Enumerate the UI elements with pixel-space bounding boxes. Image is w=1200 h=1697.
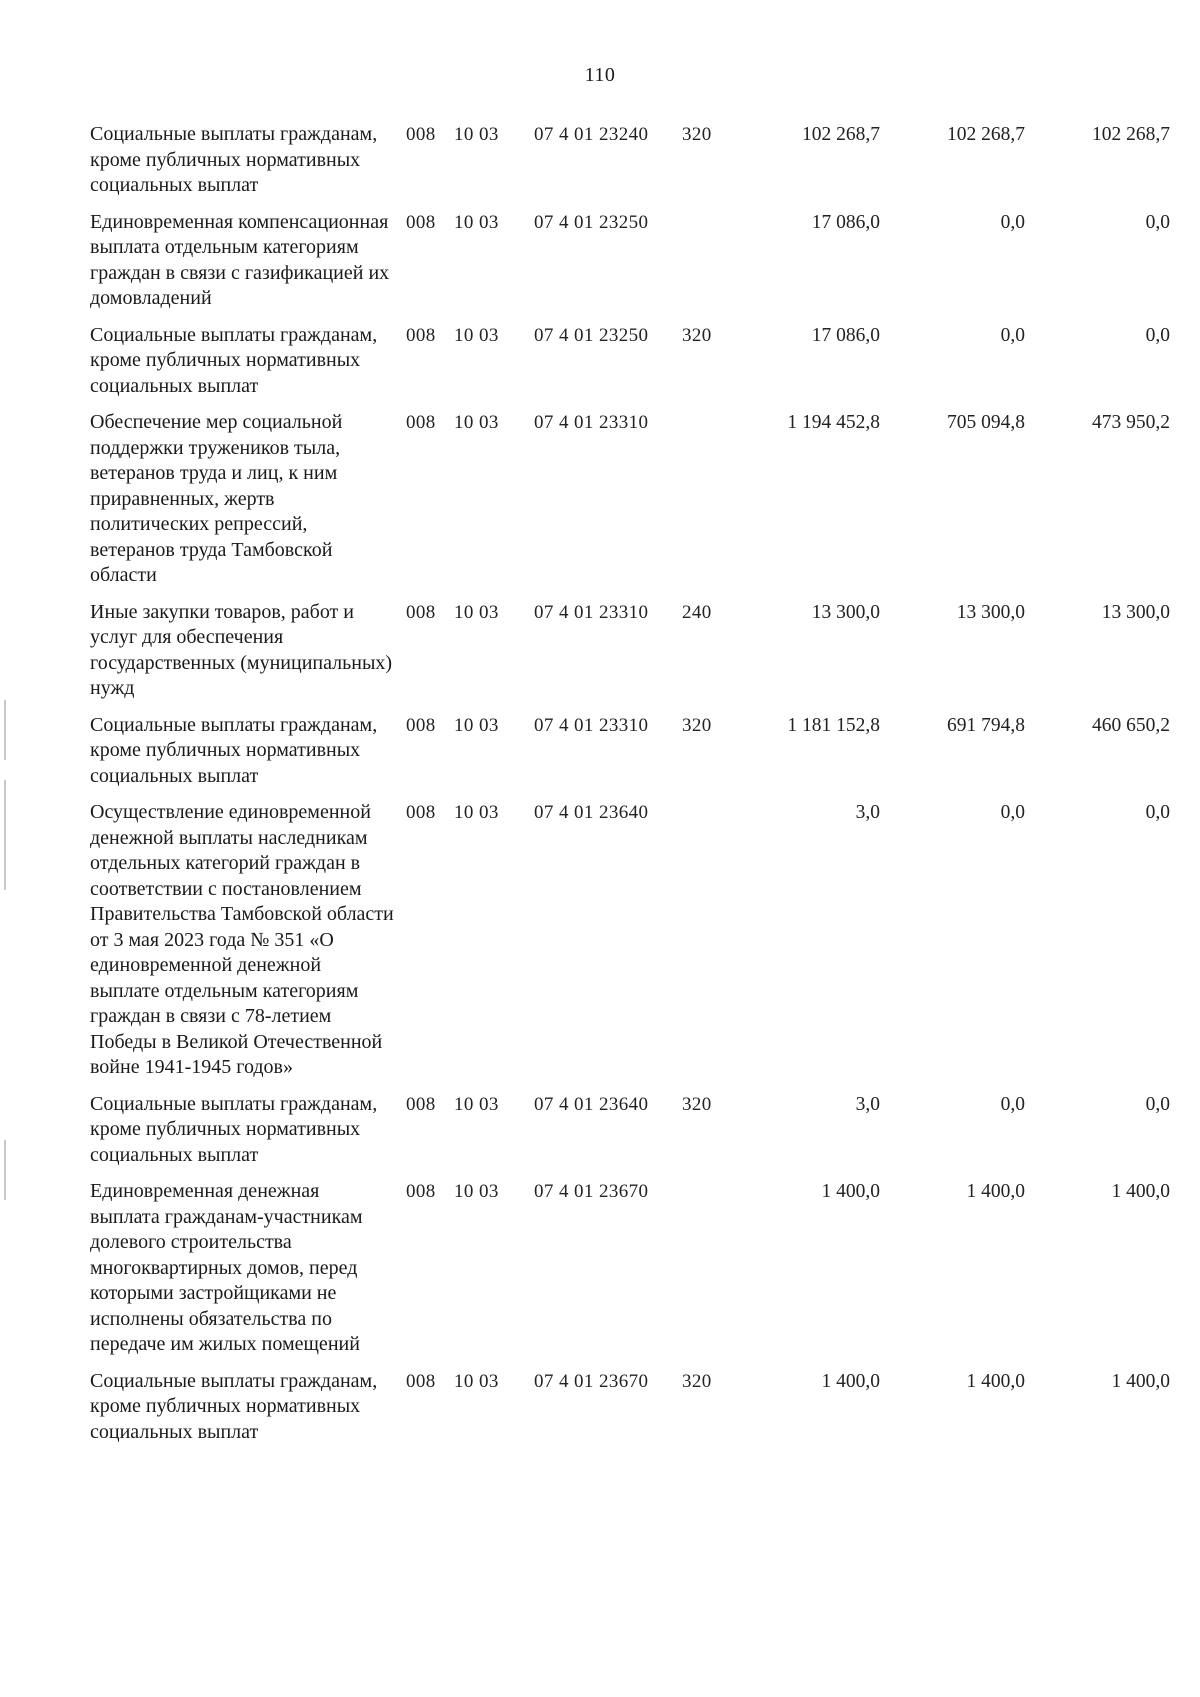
row-expense-type: 320 bbox=[682, 124, 712, 145]
row-amount-1: 17 086,0 bbox=[811, 324, 880, 346]
row-expense-type: 320 bbox=[682, 1093, 712, 1115]
row-description: Иные закупки товаров, работ и услуг для обеспечения государственных (муниципальных) нужд bbox=[90, 600, 393, 699]
row-admin-code: 008 bbox=[406, 211, 436, 233]
row-admin-code: 008 bbox=[406, 802, 436, 823]
table-row bbox=[90, 210, 1170, 323]
row-admin-code: 008 bbox=[406, 1181, 436, 1202]
row-expense-type bbox=[682, 410, 730, 600]
row-description: Единовременная денежная выплата гражданам-участникам долевого строительства многоквартирных домов, перед которыми застройщиками не исполнены обязательства по передаче им жилых помещений bbox=[90, 1180, 363, 1355]
table-row bbox=[90, 323, 1170, 411]
row-section-code: 10 03 bbox=[454, 714, 499, 736]
row-admin-code: 008 bbox=[406, 412, 436, 433]
row-expense-type: 320 bbox=[682, 324, 712, 346]
row-expense-type bbox=[682, 1179, 730, 1369]
table-row bbox=[90, 1369, 1170, 1457]
row-description: Осуществление единовременной денежной выплаты наследникам отдельных категорий граждан в соответствии с постановлением Правительства Тамбовской области от 3 мая 2023 года № 351 «О единовременной денежной выплате отдельным категориям граждан в связи с 78-летием Победы в Великой Отечественной войне 1941-1945 годов» bbox=[90, 801, 394, 1078]
row-amount-1: 13 300,0 bbox=[811, 601, 880, 623]
row-amount-1: 1 181 152,8 bbox=[787, 714, 880, 736]
row-admin-code: 008 bbox=[406, 1093, 436, 1115]
row-amount-3: 460 650,2 bbox=[1092, 714, 1170, 736]
row-description: Социальные выплаты гражданам, кроме публичных нормативных социальных выплат bbox=[90, 123, 378, 196]
row-section-code: 10 03 bbox=[454, 1181, 499, 1202]
row-amount-2: 705 094,8 bbox=[947, 412, 1025, 433]
row-amount-3: 1 400,0 bbox=[1111, 1370, 1170, 1392]
table-row bbox=[90, 600, 1170, 713]
row-target-code: 07 4 01 23240 bbox=[534, 124, 649, 145]
row-amount-3: 0,0 bbox=[1145, 211, 1170, 233]
table-body bbox=[90, 122, 1170, 1456]
scan-artifact bbox=[4, 1140, 6, 1200]
row-target-code: 07 4 01 23640 bbox=[534, 1093, 649, 1115]
row-amount-2: 1 400,0 bbox=[966, 1370, 1025, 1392]
row-section-code: 10 03 bbox=[454, 324, 499, 346]
row-section-code: 10 03 bbox=[454, 1370, 499, 1392]
row-section-code: 10 03 bbox=[454, 1093, 499, 1115]
row-amount-2: 0,0 bbox=[1000, 802, 1025, 823]
table-row bbox=[90, 1179, 1170, 1369]
row-description: Социальные выплаты гражданам, кроме публичных нормативных социальных выплат bbox=[90, 713, 378, 787]
row-amount-1: 17 086,0 bbox=[811, 211, 880, 233]
table-row bbox=[90, 1092, 1170, 1180]
row-target-code: 07 4 01 23310 bbox=[534, 714, 649, 736]
row-section-code: 10 03 bbox=[454, 211, 499, 233]
budget-table bbox=[90, 122, 1170, 1456]
row-amount-2: 0,0 bbox=[1000, 1093, 1025, 1115]
row-amount-1: 1 400,0 bbox=[821, 1370, 880, 1392]
row-amount-2: 0,0 bbox=[1000, 211, 1025, 233]
row-admin-code: 008 bbox=[406, 324, 436, 346]
row-amount-3: 473 950,2 bbox=[1092, 412, 1170, 433]
row-expense-type: 240 bbox=[682, 601, 712, 623]
table-row bbox=[90, 800, 1170, 1092]
row-admin-code: 008 bbox=[406, 124, 436, 145]
row-amount-2: 0,0 bbox=[1000, 324, 1025, 346]
row-target-code: 07 4 01 23310 bbox=[534, 412, 649, 433]
row-target-code: 07 4 01 23250 bbox=[534, 211, 649, 233]
row-amount-3: 13 300,0 bbox=[1101, 601, 1170, 623]
table-row bbox=[90, 410, 1170, 600]
table-row bbox=[90, 122, 1170, 210]
row-description: Единовременная компенсационная выплата отдельным категориям граждан в связи с газификацией их домовладений bbox=[90, 210, 390, 309]
row-target-code: 07 4 01 23670 bbox=[534, 1181, 649, 1202]
row-amount-3: 1 400,0 bbox=[1111, 1181, 1170, 1202]
row-admin-code: 008 bbox=[406, 601, 436, 623]
row-amount-2: 1 400,0 bbox=[966, 1181, 1025, 1202]
row-target-code: 07 4 01 23310 bbox=[534, 601, 649, 623]
row-expense-type: 320 bbox=[682, 1370, 712, 1392]
table-row bbox=[90, 713, 1170, 801]
row-expense-type bbox=[682, 800, 730, 1092]
row-amount-2: 691 794,8 bbox=[947, 714, 1025, 736]
row-target-code: 07 4 01 23250 bbox=[534, 324, 649, 346]
row-admin-code: 008 bbox=[406, 1370, 436, 1392]
row-admin-code: 008 bbox=[406, 714, 436, 736]
page-number: 110 bbox=[584, 64, 616, 86]
row-section-code: 10 03 bbox=[454, 601, 499, 623]
row-description: Обеспечение мер социальной поддержки тружеников тыла, ветеранов труда и лиц, к ним приравненных, жертв политических репрессий, ветеранов труда Тамбовской области bbox=[90, 411, 343, 586]
row-amount-2: 13 300,0 bbox=[956, 601, 1025, 623]
row-description: Социальные выплаты гражданам, кроме публичных нормативных социальных выплат bbox=[90, 1369, 378, 1443]
row-expense-type: 320 bbox=[682, 714, 712, 736]
row-section-code: 10 03 bbox=[454, 124, 499, 145]
row-amount-3: 102 268,7 bbox=[1092, 124, 1170, 145]
row-amount-3: 0,0 bbox=[1145, 1093, 1170, 1115]
row-amount-1: 1 400,0 bbox=[821, 1181, 880, 1202]
row-amount-1: 102 268,7 bbox=[802, 124, 880, 145]
row-target-code: 07 4 01 23640 bbox=[534, 802, 649, 823]
row-amount-1: 3,0 bbox=[855, 1093, 880, 1115]
row-amount-2: 102 268,7 bbox=[947, 124, 1025, 145]
row-amount-3: 0,0 bbox=[1145, 802, 1170, 823]
row-section-code: 10 03 bbox=[454, 802, 499, 823]
row-amount-1: 1 194 452,8 bbox=[787, 412, 880, 433]
row-description: Социальные выплаты гражданам, кроме публичных нормативных социальных выплат bbox=[90, 1092, 378, 1166]
row-amount-1: 3,0 bbox=[855, 802, 880, 823]
row-section-code: 10 03 bbox=[454, 412, 499, 433]
row-amount-3: 0,0 bbox=[1145, 324, 1170, 346]
scan-artifact bbox=[4, 780, 6, 890]
scan-artifact bbox=[4, 700, 6, 760]
row-description: Социальные выплаты гражданам, кроме публичных нормативных социальных выплат bbox=[90, 323, 378, 397]
row-target-code: 07 4 01 23670 bbox=[534, 1370, 649, 1392]
row-expense-type bbox=[682, 210, 730, 323]
